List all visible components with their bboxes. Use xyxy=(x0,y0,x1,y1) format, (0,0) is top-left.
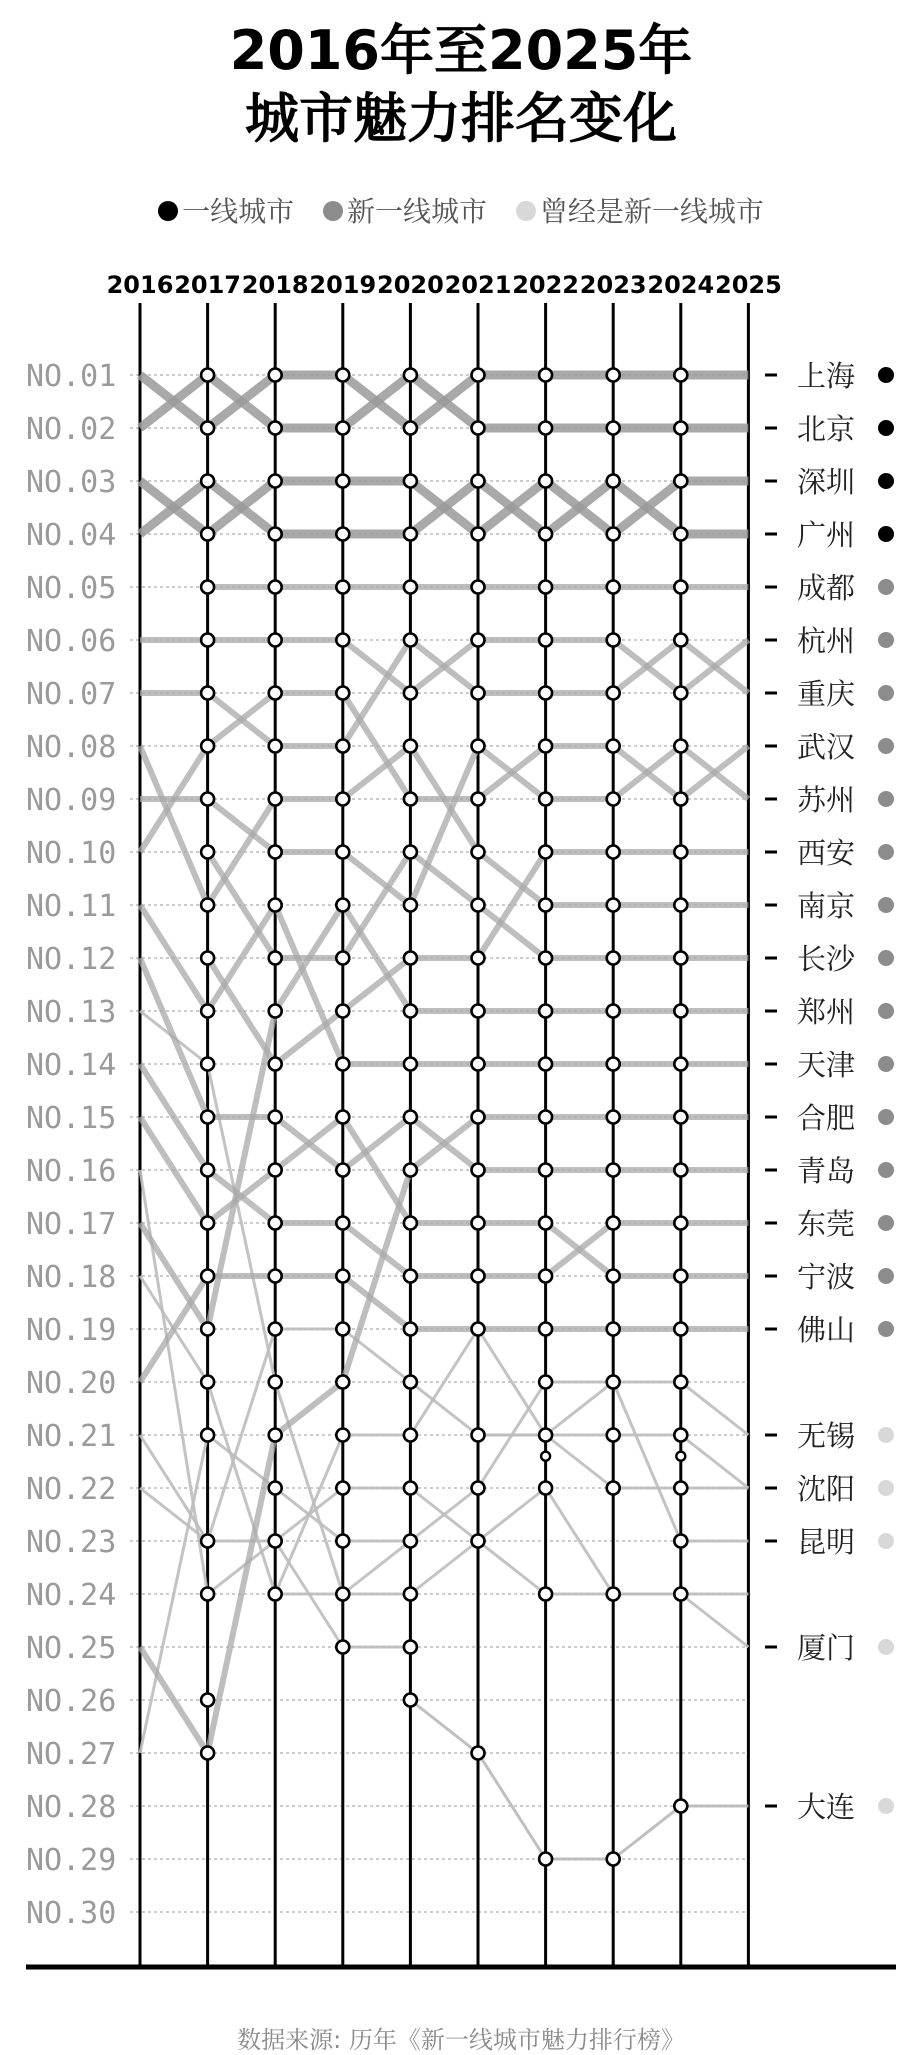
rank-marker xyxy=(539,687,552,700)
rank-marker xyxy=(472,899,485,912)
rank-label: NO.09 xyxy=(26,783,117,818)
rank-marker xyxy=(472,687,485,700)
rank-label: NO.03 xyxy=(26,465,117,500)
year-label: 2025 xyxy=(715,271,782,299)
rank-label: NO.07 xyxy=(26,677,117,712)
rank-marker xyxy=(472,793,485,806)
rank-label: NO.10 xyxy=(26,836,117,871)
rank-marker xyxy=(201,1164,214,1177)
rank-marker xyxy=(336,899,349,912)
rank-marker xyxy=(539,1005,552,1018)
rank-marker xyxy=(404,1058,417,1071)
rank-marker xyxy=(336,528,349,541)
rank-label: NO.20 xyxy=(26,1366,117,1401)
city-label: 青岛 xyxy=(797,1154,856,1188)
rank-marker xyxy=(404,1482,417,1495)
rank-marker xyxy=(607,1164,620,1177)
rank-marker xyxy=(472,1429,485,1442)
city-label: 长沙 xyxy=(797,942,856,976)
city-group-dot xyxy=(878,685,894,701)
rank-marker xyxy=(336,1482,349,1495)
city-rank-line xyxy=(140,375,748,428)
city-group-dot xyxy=(878,367,894,383)
rank-marker xyxy=(269,1058,282,1071)
rank-marker xyxy=(201,634,214,647)
rank-marker xyxy=(404,634,417,647)
city-group-dot xyxy=(878,579,894,595)
rank-label: NO.23 xyxy=(26,1525,117,1560)
rank-marker xyxy=(607,687,620,700)
city-group-dot xyxy=(878,420,894,436)
rank-marker xyxy=(539,899,552,912)
rank-marker xyxy=(674,952,687,965)
city-label: 厦门 xyxy=(797,1631,856,1665)
rank-marker xyxy=(472,952,485,965)
rank-marker xyxy=(336,1376,349,1389)
rank-marker xyxy=(269,528,282,541)
rank-marker xyxy=(539,1429,552,1442)
rank-marker xyxy=(404,369,417,382)
rank-marker xyxy=(269,1588,282,1601)
rank-marker xyxy=(674,1376,687,1389)
rank-label: NO.30 xyxy=(26,1896,117,1931)
rank-marker xyxy=(607,1323,620,1336)
rank-label: NO.13 xyxy=(26,995,117,1030)
rank-marker xyxy=(539,369,552,382)
rank-marker xyxy=(201,846,214,859)
rank-marker xyxy=(607,1376,620,1389)
rank-marker xyxy=(269,1482,282,1495)
city-group-dot xyxy=(878,1427,894,1443)
rank-marker xyxy=(336,846,349,859)
rank-marker xyxy=(674,475,687,488)
rank-marker xyxy=(269,1270,282,1283)
rank-marker xyxy=(607,634,620,647)
city-label: 昆明 xyxy=(797,1525,856,1559)
rank-marker xyxy=(539,422,552,435)
rank-marker xyxy=(539,1376,552,1389)
rank-marker xyxy=(336,422,349,435)
rank-marker xyxy=(269,1323,282,1336)
rank-label: NO.02 xyxy=(26,412,117,447)
rank-marker xyxy=(269,899,282,912)
rank-marker xyxy=(404,528,417,541)
rank-label: NO.12 xyxy=(26,942,117,977)
rank-marker xyxy=(201,1270,214,1283)
city-group-dot xyxy=(878,1215,894,1231)
rank-marker xyxy=(201,475,214,488)
rank-label: NO.16 xyxy=(26,1154,117,1189)
rank-label: NO.08 xyxy=(26,730,117,765)
chart-title-line1: 2016年至2025年 xyxy=(229,19,693,82)
rank-marker xyxy=(336,1270,349,1283)
rank-marker xyxy=(269,422,282,435)
rank-marker xyxy=(269,581,282,594)
rank-marker xyxy=(674,581,687,594)
rank-marker xyxy=(472,740,485,753)
city-label: 东莞 xyxy=(797,1207,856,1241)
year-label: 2020 xyxy=(377,271,444,299)
rank-marker xyxy=(539,846,552,859)
rank-marker xyxy=(674,846,687,859)
rank-marker xyxy=(336,1429,349,1442)
city-group-dot xyxy=(878,526,894,542)
rank-marker xyxy=(336,1164,349,1177)
rank-marker xyxy=(201,687,214,700)
city-label: 沈阳 xyxy=(797,1472,856,1506)
rank-marker xyxy=(201,1005,214,1018)
rank-marker xyxy=(674,793,687,806)
rank-marker xyxy=(336,1535,349,1548)
rank-label: NO.11 xyxy=(26,889,117,924)
city-group-dot xyxy=(878,632,894,648)
rank-marker xyxy=(404,1588,417,1601)
city-label: 无锡 xyxy=(797,1419,856,1453)
rank-marker xyxy=(674,1535,687,1548)
rank-marker xyxy=(472,422,485,435)
rank-marker xyxy=(539,475,552,488)
rank-marker xyxy=(336,793,349,806)
rank-marker xyxy=(472,1747,485,1760)
rank-marker xyxy=(674,1323,687,1336)
rank-marker xyxy=(607,1482,620,1495)
rank-marker xyxy=(269,846,282,859)
rank-marker xyxy=(201,1588,214,1601)
rank-marker xyxy=(539,1164,552,1177)
rank-marker xyxy=(404,952,417,965)
rank-label: NO.27 xyxy=(26,1737,117,1772)
city-group-dot xyxy=(878,1321,894,1337)
city-group-dot xyxy=(878,1003,894,1019)
rank-marker xyxy=(269,740,282,753)
rank-label: NO.15 xyxy=(26,1101,117,1136)
rank-label: NO.18 xyxy=(26,1260,117,1295)
rank-marker xyxy=(404,1535,417,1548)
rank-marker xyxy=(607,422,620,435)
rank-marker xyxy=(472,1535,485,1548)
rank-marker xyxy=(607,1853,620,1866)
city-rank-line xyxy=(140,1276,748,1382)
rank-marker xyxy=(201,952,214,965)
rank-marker xyxy=(472,475,485,488)
city-group-dot xyxy=(878,1162,894,1178)
rank-marker xyxy=(607,1270,620,1283)
rank-marker xyxy=(404,1270,417,1283)
rank-marker xyxy=(336,475,349,488)
rank-marker xyxy=(539,528,552,541)
city-label: 宁波 xyxy=(797,1260,856,1294)
year-label: 2024 xyxy=(647,271,715,299)
rank-marker xyxy=(336,369,349,382)
year-label: 2022 xyxy=(512,271,579,299)
rank-marker xyxy=(404,1429,417,1442)
rank-marker xyxy=(201,793,214,806)
rank-marker xyxy=(269,369,282,382)
rank-marker xyxy=(336,1588,349,1601)
rank-label: NO.26 xyxy=(26,1684,117,1719)
rank-marker xyxy=(404,1217,417,1230)
year-label: 2023 xyxy=(579,271,647,299)
city-rank-line xyxy=(140,905,748,1064)
rank-marker xyxy=(539,1323,552,1336)
rank-marker xyxy=(539,1270,552,1283)
city-label: 重庆 xyxy=(797,677,856,711)
rank-marker xyxy=(336,634,349,647)
city-label: 成都 xyxy=(797,571,856,605)
rank-marker xyxy=(539,581,552,594)
rank-marker xyxy=(269,1429,282,1442)
rank-marker xyxy=(472,528,485,541)
rank-marker xyxy=(404,1376,417,1389)
rank-marker xyxy=(607,793,620,806)
rank-label: NO.17 xyxy=(26,1207,117,1242)
rank-marker xyxy=(674,899,687,912)
rank-marker xyxy=(539,1217,552,1230)
rank-marker xyxy=(472,1005,485,1018)
city-label: 苏州 xyxy=(797,783,856,817)
city-group-dot xyxy=(878,1109,894,1125)
year-label: 2018 xyxy=(241,271,309,299)
rank-label: NO.24 xyxy=(26,1578,117,1613)
rank-marker xyxy=(472,1164,485,1177)
rank-marker xyxy=(674,740,687,753)
city-group-dot xyxy=(878,844,894,860)
city-rank-line xyxy=(140,481,748,534)
city-label: 郑州 xyxy=(797,995,856,1029)
rank-marker xyxy=(674,1800,687,1813)
rank-marker xyxy=(472,1270,485,1283)
rank-marker xyxy=(269,1005,282,1018)
city-label: 深圳 xyxy=(797,465,856,499)
rank-marker xyxy=(336,1058,349,1071)
rank-marker xyxy=(336,1323,349,1336)
rank-marker xyxy=(674,528,687,541)
rank-marker xyxy=(674,1164,687,1177)
rank-marker xyxy=(404,1323,417,1336)
rank-marker xyxy=(201,1058,214,1071)
rank-marker xyxy=(674,687,687,700)
rank-marker xyxy=(539,634,552,647)
rank-marker xyxy=(336,952,349,965)
rank-marker xyxy=(201,1535,214,1548)
year-label: 2017 xyxy=(174,271,241,299)
data-source-note: 数据来源: 历年《新一线城市魅力排行榜》 xyxy=(237,2026,685,2054)
rank-marker xyxy=(269,1111,282,1124)
rank-label: NO.06 xyxy=(26,624,117,659)
city-group-dot xyxy=(878,473,894,489)
rank-marker xyxy=(201,1376,214,1389)
rank-marker xyxy=(336,581,349,594)
rank-marker xyxy=(201,528,214,541)
city-label: 北京 xyxy=(797,412,856,446)
city-label: 佛山 xyxy=(797,1313,856,1347)
rank-label: NO.19 xyxy=(26,1313,117,1348)
rank-marker xyxy=(607,1058,620,1071)
city-group-dot xyxy=(878,950,894,966)
rank-marker xyxy=(201,1217,214,1230)
rank-marker xyxy=(269,1376,282,1389)
rank-marker xyxy=(404,1164,417,1177)
city-label: 西安 xyxy=(797,836,856,870)
rank-marker xyxy=(201,369,214,382)
legend-label-former: 曾经是新一线城市 xyxy=(539,195,764,228)
rank-marker xyxy=(201,1694,214,1707)
rank-marker xyxy=(607,1217,620,1230)
rank-marker xyxy=(269,952,282,965)
rank-marker xyxy=(269,1217,282,1230)
rank-marker xyxy=(539,1588,552,1601)
rank-marker xyxy=(404,475,417,488)
rank-marker xyxy=(269,1164,282,1177)
rank-label: NO.22 xyxy=(26,1472,117,1507)
rank-marker xyxy=(336,1217,349,1230)
city-group-dot xyxy=(878,738,894,754)
rank-marker xyxy=(269,1535,282,1548)
rank-marker xyxy=(201,581,214,594)
rank-marker xyxy=(336,687,349,700)
rank-marker xyxy=(607,581,620,594)
rank-marker xyxy=(404,581,417,594)
city-group-dot xyxy=(878,791,894,807)
rank-marker xyxy=(404,899,417,912)
rank-label: NO.28 xyxy=(26,1790,117,1825)
rank-marker xyxy=(607,740,620,753)
rank-marker xyxy=(201,1323,214,1336)
city-group-dot xyxy=(878,1639,894,1655)
city-group-dot xyxy=(878,1798,894,1814)
legend-label-tier1: 一线城市 xyxy=(182,195,295,228)
rank-label: NO.25 xyxy=(26,1631,117,1666)
rank-label: NO.04 xyxy=(26,518,117,553)
rank-marker xyxy=(607,846,620,859)
rank-marker xyxy=(607,899,620,912)
rank-marker xyxy=(201,899,214,912)
rank-marker xyxy=(472,1111,485,1124)
city-label: 大连 xyxy=(797,1790,856,1824)
city-label: 武汉 xyxy=(797,730,856,764)
rank-marker xyxy=(269,475,282,488)
year-label: 2019 xyxy=(309,271,377,299)
small-marker xyxy=(541,1452,550,1461)
rank-marker xyxy=(472,846,485,859)
rank-marker xyxy=(404,1641,417,1654)
rank-label: NO.05 xyxy=(26,571,117,606)
rank-marker xyxy=(472,1323,485,1336)
rank-marker xyxy=(472,1482,485,1495)
city-group-dot xyxy=(878,1268,894,1284)
rank-marker xyxy=(539,1111,552,1124)
rank-marker xyxy=(404,422,417,435)
rank-marker xyxy=(336,740,349,753)
rank-marker xyxy=(472,1217,485,1230)
city-group-dot xyxy=(878,897,894,913)
rank-marker xyxy=(201,740,214,753)
year-label: 2021 xyxy=(444,271,512,299)
rank-marker xyxy=(674,1429,687,1442)
rank-marker xyxy=(269,634,282,647)
background-rank-line xyxy=(140,1011,748,1594)
city-label: 合肥 xyxy=(797,1101,856,1135)
rank-marker xyxy=(336,1005,349,1018)
city-label: 杭州 xyxy=(797,624,856,658)
rank-marker xyxy=(674,422,687,435)
rank-marker xyxy=(674,634,687,647)
rank-marker xyxy=(607,1429,620,1442)
rank-marker xyxy=(674,1005,687,1018)
rank-marker xyxy=(674,1270,687,1283)
rank-label: NO.01 xyxy=(26,359,117,394)
rank-marker xyxy=(607,1111,620,1124)
rank-marker xyxy=(404,1111,417,1124)
rank-marker xyxy=(607,952,620,965)
small-marker xyxy=(676,1452,685,1461)
year-label: 2016 xyxy=(106,271,174,299)
rank-marker xyxy=(336,1641,349,1654)
city-group-dot xyxy=(878,1480,894,1496)
rank-marker xyxy=(472,1058,485,1071)
rank-label: NO.29 xyxy=(26,1843,117,1878)
rank-marker xyxy=(404,740,417,753)
rank-marker xyxy=(404,1005,417,1018)
legend-label-new-tier1: 新一线城市 xyxy=(346,195,487,228)
rank-marker xyxy=(607,369,620,382)
city-label: 天津 xyxy=(797,1048,856,1082)
rank-marker xyxy=(472,581,485,594)
rank-marker xyxy=(269,687,282,700)
rank-marker xyxy=(404,1694,417,1707)
rank-label: NO.14 xyxy=(26,1048,117,1083)
city-label: 广州 xyxy=(797,518,856,552)
rank-marker xyxy=(201,1747,214,1760)
rank-marker xyxy=(539,1058,552,1071)
rank-label: NO.21 xyxy=(26,1419,117,1454)
city-rank-line xyxy=(410,1700,748,1859)
rank-marker xyxy=(674,369,687,382)
rank-marker xyxy=(674,1482,687,1495)
rank-marker xyxy=(539,740,552,753)
rank-marker xyxy=(674,1111,687,1124)
rank-marker xyxy=(539,1853,552,1866)
rank-marker xyxy=(404,687,417,700)
rank-marker xyxy=(607,1005,620,1018)
rank-marker xyxy=(404,846,417,859)
rank-marker xyxy=(539,952,552,965)
rank-marker xyxy=(404,793,417,806)
rank-marker xyxy=(607,475,620,488)
rank-marker xyxy=(539,793,552,806)
rank-marker xyxy=(201,1111,214,1124)
rank-marker xyxy=(674,1217,687,1230)
city-group-dot xyxy=(878,1533,894,1549)
rank-marker xyxy=(674,1058,687,1071)
rank-marker xyxy=(336,1111,349,1124)
rank-marker xyxy=(472,369,485,382)
rank-marker xyxy=(674,1588,687,1601)
city-label: 上海 xyxy=(797,359,856,393)
rank-marker xyxy=(472,634,485,647)
rank-marker xyxy=(607,528,620,541)
rank-marker xyxy=(539,1482,552,1495)
rank-marker xyxy=(269,793,282,806)
rank-marker xyxy=(607,1588,620,1601)
city-label: 南京 xyxy=(797,889,856,923)
city-group-dot xyxy=(878,1056,894,1072)
rank-marker xyxy=(201,1429,214,1442)
chart-title-line2: 城市魅力排名变化 xyxy=(245,87,677,150)
rank-marker xyxy=(201,422,214,435)
